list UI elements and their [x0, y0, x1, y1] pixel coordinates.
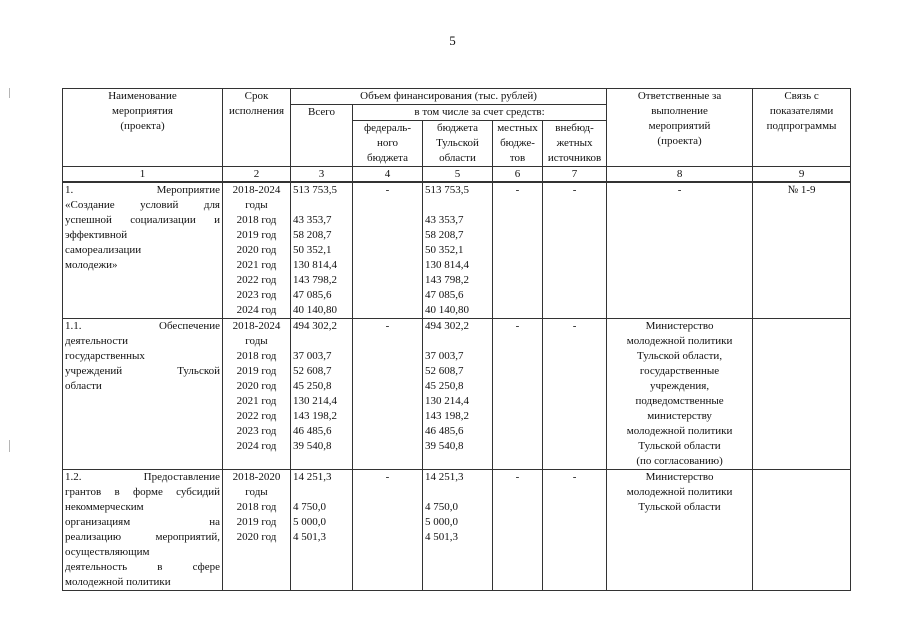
cell-local-line: -	[515, 320, 520, 332]
cell-total-line: 50 352,1	[293, 244, 332, 256]
cell-offbudget-line: -	[572, 184, 577, 196]
cell-term-line: 2019 год	[236, 516, 277, 528]
cell-term-line: 2018 год	[236, 214, 277, 226]
cell-regional-line: 130 214,4	[425, 395, 469, 407]
cell-regional	[423, 470, 493, 591]
cell-term-line: 2018-2024	[232, 320, 281, 332]
cell-link	[753, 470, 851, 591]
cell-federal-line: -	[385, 471, 390, 483]
cell-total-line: 39 540,8	[293, 440, 332, 452]
header-name: Наименование мероприятия (проекта)	[63, 89, 223, 167]
cell-total	[291, 182, 353, 319]
cell-name-line: эффективной	[65, 229, 128, 241]
cell-term-line: 2022 год	[236, 274, 277, 286]
scan-mark	[9, 440, 10, 452]
cell-term-line: 2019 год	[236, 365, 277, 377]
cell-name-line: 1. Мероприятие	[65, 184, 220, 196]
cell-federal	[353, 182, 423, 319]
cell-total-line: 4 750,0	[293, 501, 326, 513]
cell-name-line: учреждений Тульской	[65, 365, 220, 377]
cell-regional-line: 4 501,3	[425, 531, 458, 543]
cell-name-line: 1.2. Предоставление	[65, 471, 220, 483]
cell-total-line: 513 753,5	[293, 184, 337, 196]
cell-responsible	[607, 182, 753, 319]
header-total: Всего	[291, 105, 353, 167]
cell-term-line: годы	[245, 335, 268, 347]
cell-responsible-line: Тульской области	[638, 501, 721, 513]
cell-regional-line: 52 608,7	[425, 365, 464, 377]
column-number: 8	[607, 167, 753, 183]
cell-responsible-line: Тульской области	[638, 440, 721, 452]
cell-total-line	[293, 198, 350, 213]
cell-regional-line	[425, 485, 490, 500]
cell-federal-line: -	[385, 320, 390, 332]
cell-total-line: 40 140,80	[293, 304, 337, 316]
cell-term-line: 2022 год	[236, 410, 277, 422]
cell-term	[223, 319, 291, 470]
cell-term	[223, 182, 291, 319]
column-number: 2	[223, 167, 291, 183]
cell-total-line	[293, 334, 350, 349]
cell-total-line: 43 353,7	[293, 214, 332, 226]
table-row	[63, 319, 851, 470]
cell-regional-line	[425, 198, 490, 213]
cell-regional	[423, 182, 493, 319]
cell-responsible-line: (по согласованию)	[636, 455, 723, 467]
cell-term-line: 2024 год	[236, 304, 277, 316]
cell-link-line: № 1-9	[787, 184, 816, 196]
header-funding: Объем финансирования (тыс. рублей)	[291, 89, 607, 105]
cell-responsible	[607, 319, 753, 470]
cell-responsible-line: молодежной политики	[626, 425, 733, 437]
cell-name	[63, 182, 223, 319]
cell-regional-line: 5 000,0	[425, 516, 458, 528]
cell-total-line: 130 814,4	[293, 259, 337, 271]
cell-name	[63, 319, 223, 470]
cell-total-line: 494 302,2	[293, 320, 337, 332]
cell-total	[291, 319, 353, 470]
cell-name-line: самореализации	[65, 244, 142, 256]
cell-link	[753, 319, 851, 470]
cell-regional-line: 43 353,7	[425, 214, 464, 226]
cell-term-line: годы	[245, 199, 268, 211]
cell-federal-line: -	[385, 184, 390, 196]
cell-name-line: 1.1. Обеспечение	[65, 320, 220, 332]
cell-federal	[353, 470, 423, 591]
cell-regional-line: 37 003,7	[425, 350, 464, 362]
cell-total-line: 130 214,4	[293, 395, 337, 407]
column-number: 9	[753, 167, 851, 183]
cell-responsible-line: министерству	[647, 410, 712, 422]
cell-total-line	[293, 485, 350, 500]
header-offbudget: внебюд- жетных источников	[543, 121, 607, 167]
header-federal: федераль- ного бюджета	[353, 121, 423, 167]
cell-local-line: -	[515, 471, 520, 483]
cell-responsible-line: -	[677, 184, 682, 196]
cell-offbudget	[543, 319, 607, 470]
cell-total-line: 5 000,0	[293, 516, 326, 528]
cell-total-line: 46 485,6	[293, 425, 332, 437]
cell-local	[493, 182, 543, 319]
cell-name	[63, 470, 223, 591]
column-number-row	[63, 167, 851, 183]
table-row	[63, 182, 851, 319]
cell-term-line: 2019 год	[236, 229, 277, 241]
header-term: Срок исполнения	[223, 89, 291, 167]
cell-regional-line: 143 798,2	[425, 274, 469, 286]
cell-name-line: деятельность в сфере	[65, 561, 220, 573]
cell-name-line: деятельности	[65, 335, 128, 347]
cell-name-line: «Создание условий для	[65, 199, 220, 211]
cell-regional	[423, 319, 493, 470]
funding-table	[62, 88, 851, 591]
cell-term-line: годы	[245, 486, 268, 498]
cell-offbudget-line: -	[572, 471, 577, 483]
cell-regional-line: 50 352,1	[425, 244, 464, 256]
cell-term-line: 2023 год	[236, 425, 277, 437]
cell-term-line: 2018 год	[236, 350, 277, 362]
cell-term-line: 2023 год	[236, 289, 277, 301]
cell-responsible-line: молодежной политики	[626, 335, 733, 347]
cell-responsible-line: Тульской области,	[637, 350, 723, 362]
cell-term-line: 2020 год	[236, 244, 277, 256]
cell-name-line: грантов в форме субсидий	[65, 486, 220, 498]
cell-name-line: успешной социализации и	[65, 214, 220, 226]
cell-total	[291, 470, 353, 591]
cell-local	[493, 319, 543, 470]
cell-regional-line: 513 753,5	[425, 184, 469, 196]
cell-total-line: 52 608,7	[293, 365, 332, 377]
cell-term-line: 2018 год	[236, 501, 277, 513]
cell-term-line: 2021 год	[236, 395, 277, 407]
cell-total-line: 143 798,2	[293, 274, 337, 286]
cell-regional-line: 494 302,2	[425, 320, 469, 332]
cell-regional-line: 46 485,6	[425, 425, 464, 437]
cell-responsible-line: учреждения,	[650, 380, 710, 392]
column-number: 5	[423, 167, 493, 183]
cell-name-line: молодежной политики	[65, 576, 171, 588]
cell-link	[753, 182, 851, 319]
cell-regional-line: 14 251,3	[425, 471, 464, 483]
cell-responsible-line: Министерство	[645, 471, 714, 483]
cell-name-line: осуществляющим	[65, 546, 150, 558]
header-row	[63, 89, 851, 105]
cell-regional-line	[425, 334, 490, 349]
cell-total-line: 47 085,6	[293, 289, 332, 301]
cell-local-line: -	[515, 184, 520, 196]
cell-regional-line: 58 208,7	[425, 229, 464, 241]
table-row	[63, 470, 851, 591]
cell-total-line: 14 251,3	[293, 471, 332, 483]
column-number: 7	[543, 167, 607, 183]
header-regional: бюджета Тульской области	[423, 121, 493, 167]
header-link: Связь с показателями подпрограммы	[753, 89, 851, 167]
cell-responsible	[607, 470, 753, 591]
cell-regional-line: 130 814,4	[425, 259, 469, 271]
cell-offbudget-line: -	[572, 320, 577, 332]
cell-term-line: 2021 год	[236, 259, 277, 271]
cell-regional-line: 45 250,8	[425, 380, 464, 392]
cell-term-line: 2020 год	[236, 531, 277, 543]
cell-name-line: некоммерческим	[65, 501, 144, 513]
column-number: 4	[353, 167, 423, 183]
cell-name-line: организациям на	[65, 516, 220, 528]
cell-total-line: 4 501,3	[293, 531, 326, 543]
cell-responsible-line: молодежной политики	[626, 486, 733, 498]
cell-total-line: 37 003,7	[293, 350, 332, 362]
cell-regional-line: 40 140,80	[425, 304, 469, 316]
cell-total-line: 58 208,7	[293, 229, 332, 241]
scan-mark	[9, 88, 10, 98]
cell-regional-line: 47 085,6	[425, 289, 464, 301]
cell-regional-line: 39 540,8	[425, 440, 464, 452]
cell-name-line: молодежи»	[65, 259, 118, 271]
cell-name-line: государственных	[65, 350, 145, 362]
cell-offbudget	[543, 470, 607, 591]
cell-total-line: 143 198,2	[293, 410, 337, 422]
column-number: 1	[63, 167, 223, 183]
cell-term-line: 2024 год	[236, 440, 277, 452]
cell-responsible-line: Министерство	[645, 320, 714, 332]
column-number: 6	[493, 167, 543, 183]
header-local: местных бюдже- тов	[493, 121, 543, 167]
cell-regional-line: 4 750,0	[425, 501, 458, 513]
header-sources: в том числе за счет средств:	[353, 105, 607, 121]
cell-total-line: 45 250,8	[293, 380, 332, 392]
cell-regional-line: 143 198,2	[425, 410, 469, 422]
cell-name-line: реализацию мероприятий,	[65, 531, 220, 543]
page-number: 5	[449, 33, 456, 48]
cell-term-line: 2018-2024	[232, 184, 281, 196]
cell-responsible-line: государственные	[639, 365, 720, 377]
cell-term	[223, 470, 291, 591]
cell-term-line: 2020 год	[236, 380, 277, 392]
cell-offbudget	[543, 182, 607, 319]
header-responsible: Ответственные за выполнение мероприятий (проекта)	[607, 89, 753, 167]
cell-term-line: 2018-2020	[232, 471, 281, 483]
cell-local	[493, 470, 543, 591]
cell-name-line: области	[65, 380, 102, 392]
cell-responsible-line: подведомственные	[635, 395, 724, 407]
cell-federal	[353, 319, 423, 470]
column-number: 3	[291, 167, 353, 183]
